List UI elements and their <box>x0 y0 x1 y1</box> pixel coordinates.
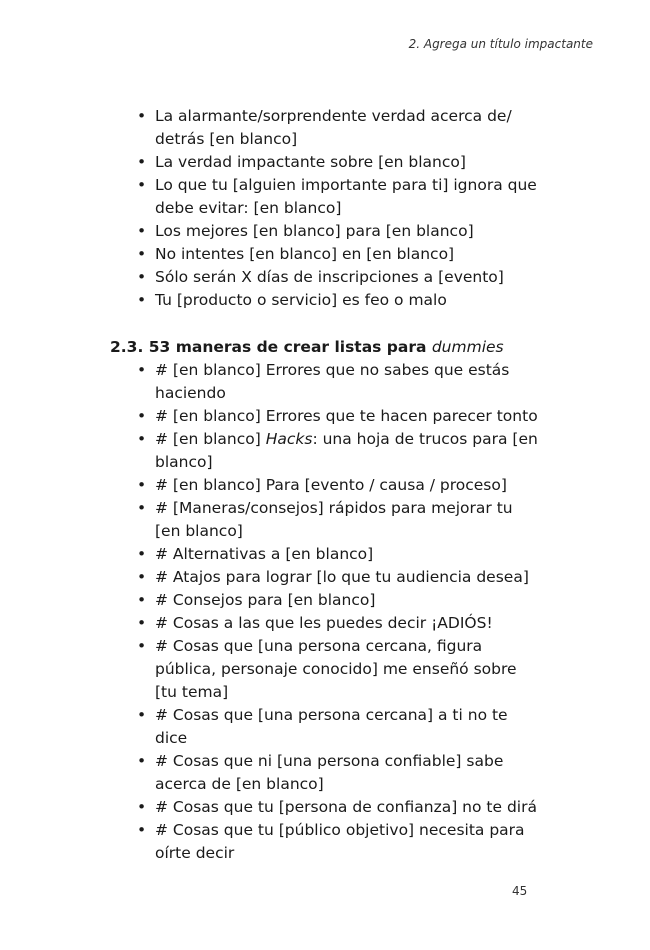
running-header: 2. Agrega un título impactante <box>408 37 593 51</box>
list-item: • # [en blanco] Errores que no sabes que estás haciendo <box>110 359 540 405</box>
page-number: 45 <box>512 884 528 898</box>
list-item: • # Cosas a las que les puedes decir ¡ADIÓS! <box>110 612 540 635</box>
list-item-emphasis: Hacks <box>265 430 313 448</box>
list-item: • # Alternativas a [en blanco] <box>110 543 540 566</box>
list-item: • # Cosas que [una persona cercana] a ti no te dice <box>110 704 540 750</box>
list-item: • # [en blanco] Errores que te hacen parecer tonto <box>110 405 540 428</box>
list-item: • # Consejos para [en blanco] <box>110 589 540 612</box>
list-item: • # Cosas que ni [una persona confiable] sabe acerca de [en blanco] <box>110 750 540 796</box>
list-item <box>110 428 540 474</box>
section-heading <box>110 336 540 359</box>
list-item: • Lo que tu [alguien importante para ti] ignora que debe evitar: [en blanco] <box>110 174 540 220</box>
list-item: • # Cosas que tu [público objetivo] necesita para oírte decir <box>110 819 540 865</box>
list-item: • # [Maneras/consejos] rápidos para mejorar tu [en blanco] <box>110 497 540 543</box>
section-title-emphasis: dummies <box>431 338 504 356</box>
list-item: • Sólo serán X días de inscripciones a [evento] <box>110 266 540 289</box>
list-item: • La alarmante/sorprendente verdad acerca de/ detrás [en blanco] <box>110 105 540 151</box>
list-item: • Tu [producto o servicio] es feo o malo <box>110 289 540 312</box>
list-item: • No intentes [en blanco] en [en blanco] <box>110 243 540 266</box>
list-item-text: # [en blanco] <box>155 430 266 448</box>
list-item-text: : una hoja de trucos para [en blanco] <box>155 430 538 471</box>
list-item: • # Atajos para lograr [lo que tu audiencia desea] <box>110 566 540 589</box>
bullet-list-section <box>110 359 540 865</box>
list-item: • # [en blanco] Para [evento / causa / proceso] <box>110 474 540 497</box>
list-item: • Los mejores [en blanco] para [en blanco] <box>110 220 540 243</box>
page-content <box>110 105 540 865</box>
section-title-main: 2.3. 53 maneras de crear listas para <box>110 338 432 356</box>
list-item: • # Cosas que [una persona cercana, figura pública, personaje conocido] me enseñó sobre [tu tema] <box>110 635 540 704</box>
list-item: • # Cosas que tu [persona de confianza] no te dirá <box>110 796 540 819</box>
list-item: • La verdad impactante sobre [en blanco] <box>110 151 540 174</box>
bullet-list-top <box>110 105 540 312</box>
